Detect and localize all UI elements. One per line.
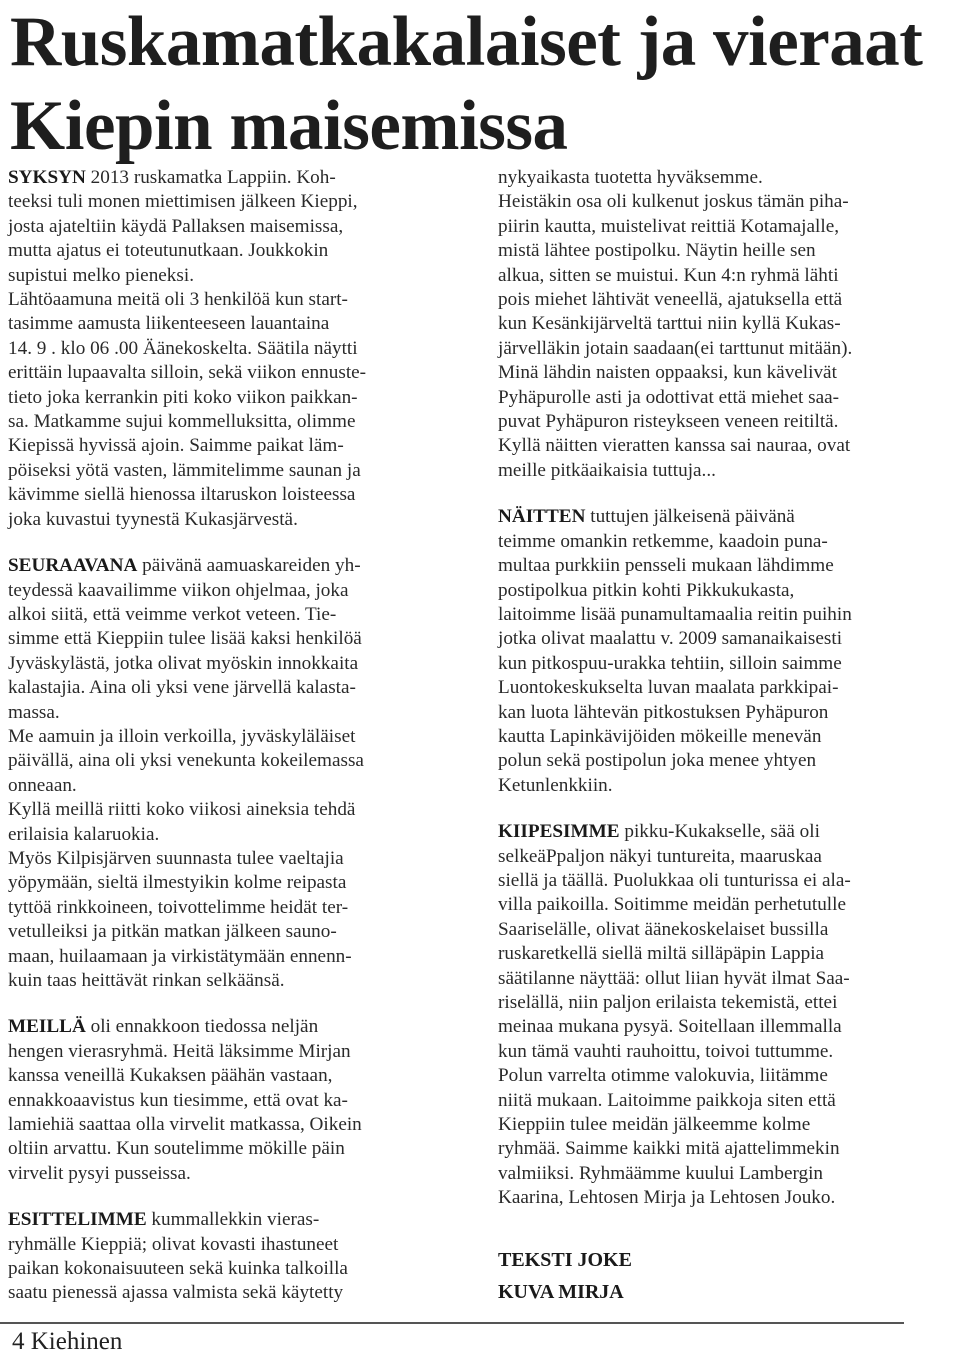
- text-line: saatu pienessä ajassa valmista sekä käytetty: [8, 1282, 344, 1304]
- text-line-rest: pikku-Kukakselle, sää oli: [619, 821, 820, 843]
- text-line: virvelit pysyi pusseissa.: [8, 1162, 191, 1184]
- text-line: Kyllä näitten vieratten kanssa sai nauraa, ovat: [498, 435, 851, 457]
- right-column-paragraphs: [498, 166, 954, 1211]
- text-line: säätilanne näyttää: ollut liian hyvät ilmat Saa-: [498, 967, 850, 989]
- paragraph: [8, 554, 470, 993]
- text-line: niitä mukaan. Laitoimme paikkoja siten että: [498, 1089, 836, 1111]
- text-line: ruskaretkellä siellä miltä silläpäpin Lappia: [498, 943, 825, 965]
- text-line: joka kuvastui tyynestä Kukasjärvestä.: [8, 508, 298, 530]
- text-line: teimme omankin retkemme, kaadoin puna-: [498, 530, 828, 552]
- text-line: maan, huilaamaan ja virkistätymään ennenn-: [8, 945, 352, 967]
- text-line: ryhmälle Kieppiä; olivat kovasti ihastuneet: [8, 1233, 339, 1255]
- text-line: [498, 820, 954, 844]
- photo-credit: KUVA MIRJA: [498, 1280, 624, 1303]
- article-title: Ruskamatkakalaiset ja vieraat Kiepin maisemissa: [10, 3, 923, 165]
- text-line: alkoi siitä, että veimme verkot veteen. Tie-: [8, 603, 337, 625]
- text-line: erittäin lupaavalta silloin, sekä viikon ennuste-: [8, 362, 367, 384]
- paragraph: [498, 820, 954, 1211]
- text-line-rest: tuttujen jälkeisenä päivänä: [585, 506, 795, 528]
- text-line: Me aamuin ja illoin verkoilla, jyväskyläläiset: [8, 725, 356, 747]
- text-line: selkeäPpaljon näkyi tuntureita, maaruskaa: [498, 845, 822, 867]
- text-line: paikan kokonaisuuteen sekä kuinka talkoilla: [8, 1258, 348, 1280]
- text-line: erilaisia kalaruokia.: [8, 823, 160, 845]
- text-line: mistä lähtee postipolku. Näytin heille sen: [498, 240, 816, 262]
- text-line: onneaan.: [8, 774, 77, 796]
- text-line: yöpymään, sieltä ilmestyikin kolme reipasta: [8, 872, 347, 894]
- text-line: kanssa veneillä Kukaksen päähän vastaan,: [8, 1065, 333, 1087]
- text-line: supistui melko pieneksi.: [8, 264, 195, 286]
- paragraph: [498, 166, 954, 483]
- text-line: kuin taas heittävät rinkan selkäänsä.: [8, 970, 285, 991]
- text-line: valmiiksi. Ryhmäämme kuului Lambergin: [498, 1162, 824, 1184]
- text-line: sa. Matkamme sujui kommelluksitta, olimme: [8, 411, 356, 433]
- text-line: tyttöä rinkkoineen, toivottelimme heidät ter-: [8, 896, 349, 918]
- text-line: vetulleiksi ja pitkän matkan jälkeen sauno-: [8, 921, 337, 943]
- paragraph-lead: ESITTELIMME: [8, 1209, 147, 1231]
- text-line: kun tämä vauhti rauhoittu, toivoi tuttumme.: [498, 1040, 834, 1062]
- author-credit: TEKSTI JOKE: [498, 1248, 632, 1271]
- text-line: kun Kesänkijärveltä tarttui niin kyllä Kukas-: [498, 313, 841, 335]
- text-line: järvelläkin jotain saadaan(ei tarttunut mitään).: [498, 337, 853, 359]
- text-line: päivällä, aina oli yksi venekunta kokeilemassa: [8, 750, 364, 772]
- text-line: mutta ajatus ei toteutunutkaan. Joukkokin: [8, 240, 329, 262]
- text-line: pöiseksi yötä vasten, lämmitelimme saunan ja: [8, 459, 361, 481]
- paragraph-lead: NÄITTEN: [498, 506, 586, 528]
- text-line: tasimme aamusta liikenteeseen lauantaina: [8, 313, 330, 335]
- text-line: josta ajateltiin käydä Pallaksen maisemissa,: [8, 215, 344, 237]
- text-line: hengen vierasryhmä. Heitä läksimme Mirjan: [8, 1040, 351, 1062]
- text-line: meinaa mukana pysyä. Soitellaan illemmalla: [498, 1016, 842, 1038]
- text-line: nykyaikasta tuotetta hyväksemme.: [498, 167, 763, 188]
- text-line-rest: oli ennakkoon tiedossa neljän: [85, 1016, 319, 1038]
- paragraph: [498, 505, 954, 798]
- text-line: teydessä kaavailimme viikon ohjelmaa, joka: [8, 579, 349, 601]
- paragraph: [8, 1208, 470, 1306]
- text-line: Kyllä meillä riitti koko viikosi aineksia tehdä: [8, 799, 356, 821]
- text-line: Kieppiin tulee meidän jälkeemme kolme: [498, 1114, 811, 1136]
- text-line: Minä lähdin naisten oppaaksi, kun kävelivät: [498, 362, 837, 384]
- text-line: polun sekä postipolun joka menee yhtyen: [498, 750, 817, 772]
- text-line: postipolkua pitkin kohti Pikkukukasta,: [498, 579, 795, 601]
- text-line: jotka olivat maalattu v. 2009 samanaikaisesti: [498, 628, 843, 650]
- text-line: pois miehet lähtivät veneellä, ajatuksella että: [498, 289, 843, 311]
- text-line: [8, 1015, 470, 1039]
- text-line: Polun varrelta otimme valokuvia, liitämme: [498, 1065, 828, 1087]
- text-line: Pyhäpurolle asti ja odottivat että miehet saa-: [498, 386, 840, 408]
- text-line: Kaarina, Lehtosen Mirja ja Lehtosen Jouko.: [498, 1187, 836, 1209]
- text-line: Saariselälle, olivat äänekoskelaiset bussilla: [498, 918, 829, 940]
- paragraph: [8, 1015, 470, 1186]
- text-line: Luontokeskukselta luvan maalata parkkipai-: [498, 677, 839, 699]
- text-line-rest: kummallekkin vieras-: [146, 1209, 320, 1231]
- paragraph-lead: MEILLÄ: [8, 1016, 86, 1038]
- text-line: [8, 554, 470, 578]
- text-line: kun pitkospuu-urakka tehtiin, silloin saimme: [498, 652, 842, 674]
- text-line: riselällä, niin paljon erilaista tekemistä, ettei: [498, 992, 838, 1013]
- text-line: ennakkoaavistus kun tiesimme, että ovat ka-: [8, 1089, 348, 1111]
- left-column: [8, 166, 470, 1306]
- text-line: villa paikoilla. Soitimme meidän perhetutulle: [498, 894, 846, 916]
- text-line: meille pitkäaikaisia tuttuja...: [498, 459, 716, 481]
- text-line: kan luota lähtevän pitkostuksen Pyhäpuron: [498, 701, 829, 723]
- text-line: Jyväskylästä, jotka olivat myöskin innokkaita: [8, 652, 359, 674]
- footer-divider: [0, 1322, 904, 1324]
- text-line: kalastajia. Aina oli yksi vene järvellä kalasta-: [8, 677, 356, 699]
- text-line: teeksi tuli monen miettimisen jälkeen Kieppi,: [8, 191, 358, 213]
- text-line-rest: 2013 ruskamatka Lappiin. Koh-: [85, 167, 336, 188]
- text-line: Kiepissä hyvissä ajoin. Saimme paikat läm-: [8, 435, 344, 457]
- text-line: piirin kautta, muistelivat reittiä Kotamajalle,: [498, 215, 840, 237]
- text-line: Heistäkin osa oli kulkenut joskus tämän piha-: [498, 191, 849, 213]
- text-line: multaa purkkiin pensseli mukaan lähdimme: [498, 555, 834, 577]
- page-footer: 4 Kiehinen: [12, 1328, 123, 1355]
- text-line: oltiin arvattu. Kun soutelimme mökille päin: [8, 1138, 345, 1160]
- text-line: Lähtöaamuna meitä oli 3 henkilöä kun start-: [8, 289, 348, 311]
- text-line: alkua, sitten se muistui. Kun 4:n ryhmä lähti: [498, 264, 839, 286]
- text-line: tieto joka kerrankin piti koko viikon paikkan-: [8, 386, 358, 408]
- text-line: Ketunlenkkiin.: [498, 774, 613, 796]
- text-line: laitoimme lisää punamultamaalia reitin puihin: [498, 603, 852, 625]
- text-line: [8, 1208, 470, 1232]
- paragraph-lead: KIIPESIMME: [498, 821, 620, 843]
- paragraph-lead: SEURAAVANA: [8, 555, 138, 577]
- text-line: ryhmää. Saimme kaikki mitä ajattelimmekin: [498, 1138, 840, 1160]
- text-line: kävimme siellä hienossa iltaruskon loisteessa: [8, 484, 356, 506]
- text-line: lamiehiä saattaa olla virvelit matkassa, Oikein: [8, 1114, 362, 1136]
- text-line: [8, 166, 470, 190]
- text-line-rest: päivänä aamuaskareiden yh-: [137, 555, 361, 577]
- text-line: siellä ja täällä. Puolukkaa oli tunturissa ei ala-: [498, 869, 851, 891]
- paragraph: [8, 166, 470, 532]
- text-line: massa.: [8, 701, 60, 723]
- text-line: kautta Lapinkävijöiden mökeille menevän: [498, 725, 822, 747]
- text-line: [498, 505, 954, 529]
- right-column: [498, 166, 954, 1308]
- text-line: 14. 9 . klo 06 .00 Äänekoskelta. Säätila näytti: [8, 337, 358, 359]
- text-line: Myös Kilpisjärven suunnasta tulee vaeltajia: [8, 847, 344, 869]
- text-line: puvat Pyhäpuron risteykseen veneen reitiltä.: [498, 411, 839, 433]
- text-line: simme että Kieppiin tulee lisää kaksi henkilöä: [8, 628, 362, 650]
- paragraph-lead: SYKSYN: [8, 167, 86, 188]
